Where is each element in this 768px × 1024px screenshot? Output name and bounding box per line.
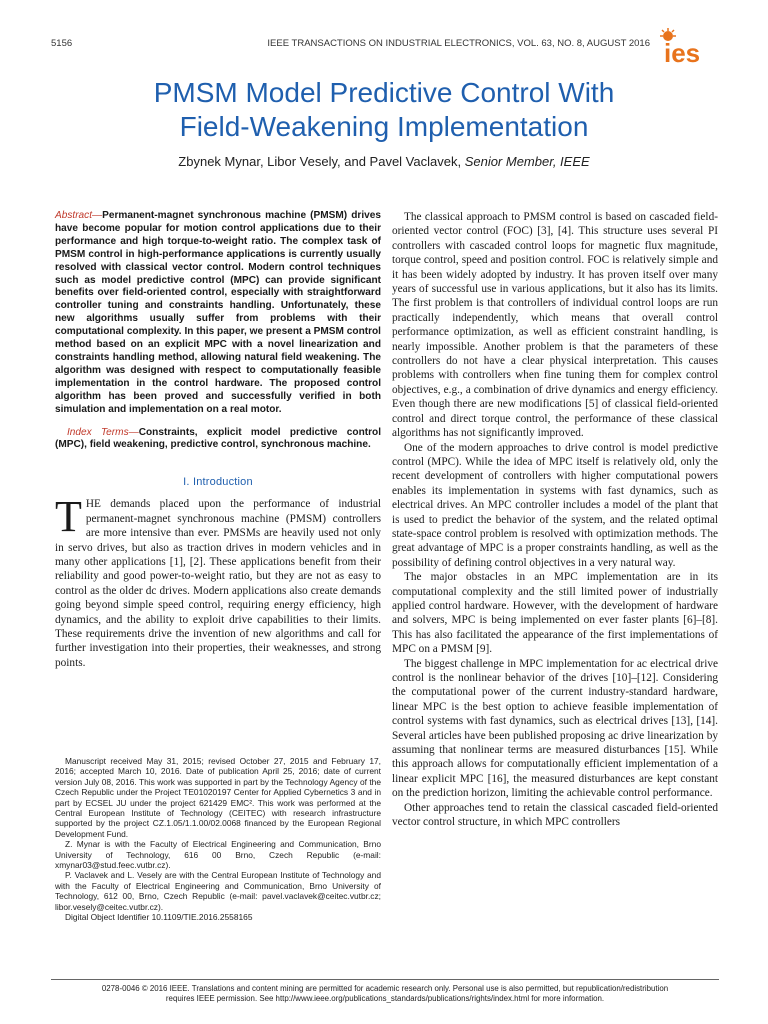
ies-logo-icon: [658, 28, 720, 66]
author-list: [60, 154, 708, 169]
body-paragraph-3: The major obstacles in an MPC implementation are in its computational complexity and the still limited power of industrially applied control hardware. However, with the development of hardware and solvers, MPC is being implemented on ever faster plants [6]–[8]. This has also facilitated the appearance of the first implementations of MPC on a PMSM [9].: [392, 571, 718, 656]
copyright-line-1: 0278-0046 © 2016 IEEE. Translations and content mining are permitted for academic research only. Personal use is also permitted, but republication/redistribution: [101, 984, 669, 993]
intro-paragraph: [55, 492, 381, 670]
paper-title: [60, 76, 708, 144]
copyright-notice: [51, 984, 719, 1004]
footnote-author-vaclavek-vesely: P. Vaclavek and L. Vesely are with the Central European Institute of Technology and with the Faculty of Electrical Engineering and Communication, Brno University of Technology, 612 00, Brno, Czech Republic (e-mail: pavel.vaclavek@ceitec.vutbr.cz; libor.vesely@ceitec.vutbr.cz).: [55, 870, 381, 912]
abstract: [55, 210, 381, 417]
page-number: 5156: [51, 38, 73, 49]
index-terms: [55, 427, 381, 453]
footnote-doi: Digital Object Identifier 10.1109/TIE.2016.2558165: [65, 912, 253, 923]
footnotes: [55, 756, 381, 923]
footer-divider: [51, 979, 719, 980]
index-terms-text: Constraints, explicit model predictive control (MPC), field weakening, predictive control, synchronous machine.: [55, 426, 382, 451]
footnote-author-mynar: Z. Mynar is with the Faculty of Electrical Engineering and Communication, Brno University of Technology, 616 00 Brno, Czech Republic (e-mail: xmynar03@stud.feec.vutbr.cz).: [55, 839, 381, 871]
section-heading-introduction: I. Introduction: [183, 476, 253, 489]
right-column: [392, 210, 718, 829]
body-paragraph-5: Other approaches tend to retain the classical cascaded field-oriented vector control structure, in which MPC controllers: [392, 801, 718, 829]
svg-text:ies: ies: [664, 38, 701, 66]
left-column: [55, 210, 381, 670]
drop-cap: T: [55, 492, 82, 542]
body-paragraph-2: One of the modern approaches to drive control is model predictive control (MPC). While the idea of MPC itself is relatively old, only the recent development of controllers with higher computational powers enables its implementation in systems with fast dynamics, such as electrical drives. An MPC controller includes a model of the plant that is used to predict the behavior of the system, and the related optimal state-space control problem is resolved with optimization methods. The great advantage of MPC is a proper constraints handling, as well as the possibility of defining control objectives in a very natural way.: [392, 441, 718, 569]
copyright-line-2: requires IEEE permission. See http://www.ieee.org/publications_standards/publications/rights/index.html for more information.: [165, 994, 605, 1003]
index-terms-lead: Index Terms—: [67, 426, 139, 438]
abstract-text: Permanent-magnet synchronous machine (PMSM) drives have become popular for motion control applications due to their performance and high torque-to-weight ratio. The complex task of PMSM control in high-performance applications is currently usually resolved with classical vector control. Modern control techniques such as model predictive control (MPC) can provide significant benefits over field-oriented control, especially with straightforward controller tuning and constraints handling. Unfortunately, these new algorithms usually suffer from problems with their computational complexity. In this paper, we present a PMSM control method based on an explicit MPC with a novel linearization and constraints handling method, allowing natural field weakening. The algorithm was designed with respect to computationally feasible implementation in the control hardware. The proposed control algorithm has been proved and successfully verified in both simulation and implementation on a real motor.: [55, 210, 381, 415]
body-paragraph-1: The classical approach to PMSM control is based on cascaded field-oriented vector control (FOC) [3], [4]. This structure uses several PI controllers with cascaded control loops for magnetic flux magnitude, torque control, speed and position control. FOC is relatively simple and it has been widely adopted by industry. It has proven itself over many years of successful use in various applications, but it also has its limits. The first problem is that controllers of individual control loops are run practically independently, which means that overall control performance optimization, as well as efficient constraint handling, is nearly impossible. Another problem is that the parameters of these controllers do not have a clear physical interpretation. This causes problems with controllers when fine tuning them for complex control objectives, e.g., a combination of drive dynamics and energy efficiency. Even though there are new modifications [5] of classical field-oriented control and direct torque control, the performance of these classical algorithms has not significantly improved.: [392, 211, 718, 440]
footnote-manuscript: Manuscript received May 31, 2015; revised October 27, 2015 and February 17, 2016; accepted March 10, 2016. Date of publication April 25, 2016; date of current version July 08, 2016. This work was supported in part by the Technology Agency of the Czech Republic under the Project TE01020197 Center for Applied Cybernetics 3 and in part by ECSEL JU under the project 621429 EMC². This work was performed at the Central European Institute of Technology (CEITEC) with research infrastructure supported by the project CZ.1.05/1.1.00/02.0068 financed by the European Regional Development Fund.: [55, 756, 381, 839]
body-paragraph-4: The biggest challenge in MPC implementation for ac electrical drive control is the nonlinear behavior of the drives [10]–[12]. Considering the computational power of the current industry-standard hardware, linear MPC is the best option to achieve feasible implementation of control systems with fast dynamics, such as electrical drives [13], [14]. Several articles have been published proposing ac drive linearization by assuming that nonlinear terms are measured disturbances [15]. While this approach allows for computationally efficient implementation of a linear explicit MPC [16], the measured disturbances are kept constant on the prediction horizon, limiting the achievable control performance.: [392, 657, 718, 800]
author-names: Zbynek Mynar, Libor Vesely, and Pavel Vaclavek,: [178, 154, 465, 169]
title-line-2: Field-Weakening Implementation: [179, 111, 589, 142]
journal-header: IEEE TRANSACTIONS ON INDUSTRIAL ELECTRONICS, VOL. 63, NO. 8, AUGUST 2016: [267, 38, 650, 49]
title-line-1: PMSM Model Predictive Control With: [153, 77, 615, 108]
abstract-lead: Abstract—: [55, 210, 103, 221]
author-membership: Senior Member, IEEE: [464, 154, 590, 169]
intro-text: HE demands placed upon the performance of industrial permanent-magnet synchronous machine (PMSM) controllers are more intensive than ever. PMSMs are heavily used not only in servo drives, but also as traction drives in modern vehicles and in many other applications [1], [2]. These applications benefit from their reliability and good power-to-weight ratio, but they are not as easy to control as the older dc drives. Modern applications also create demands going beyond simple speed control, requiring energy efficiency, high dynamics, and the ability to exploit drive capabilities to their limits. These requirements drive the invention of new algorithms and call for further investigation into their properties, their weaknesses, and strong points.: [55, 498, 381, 669]
